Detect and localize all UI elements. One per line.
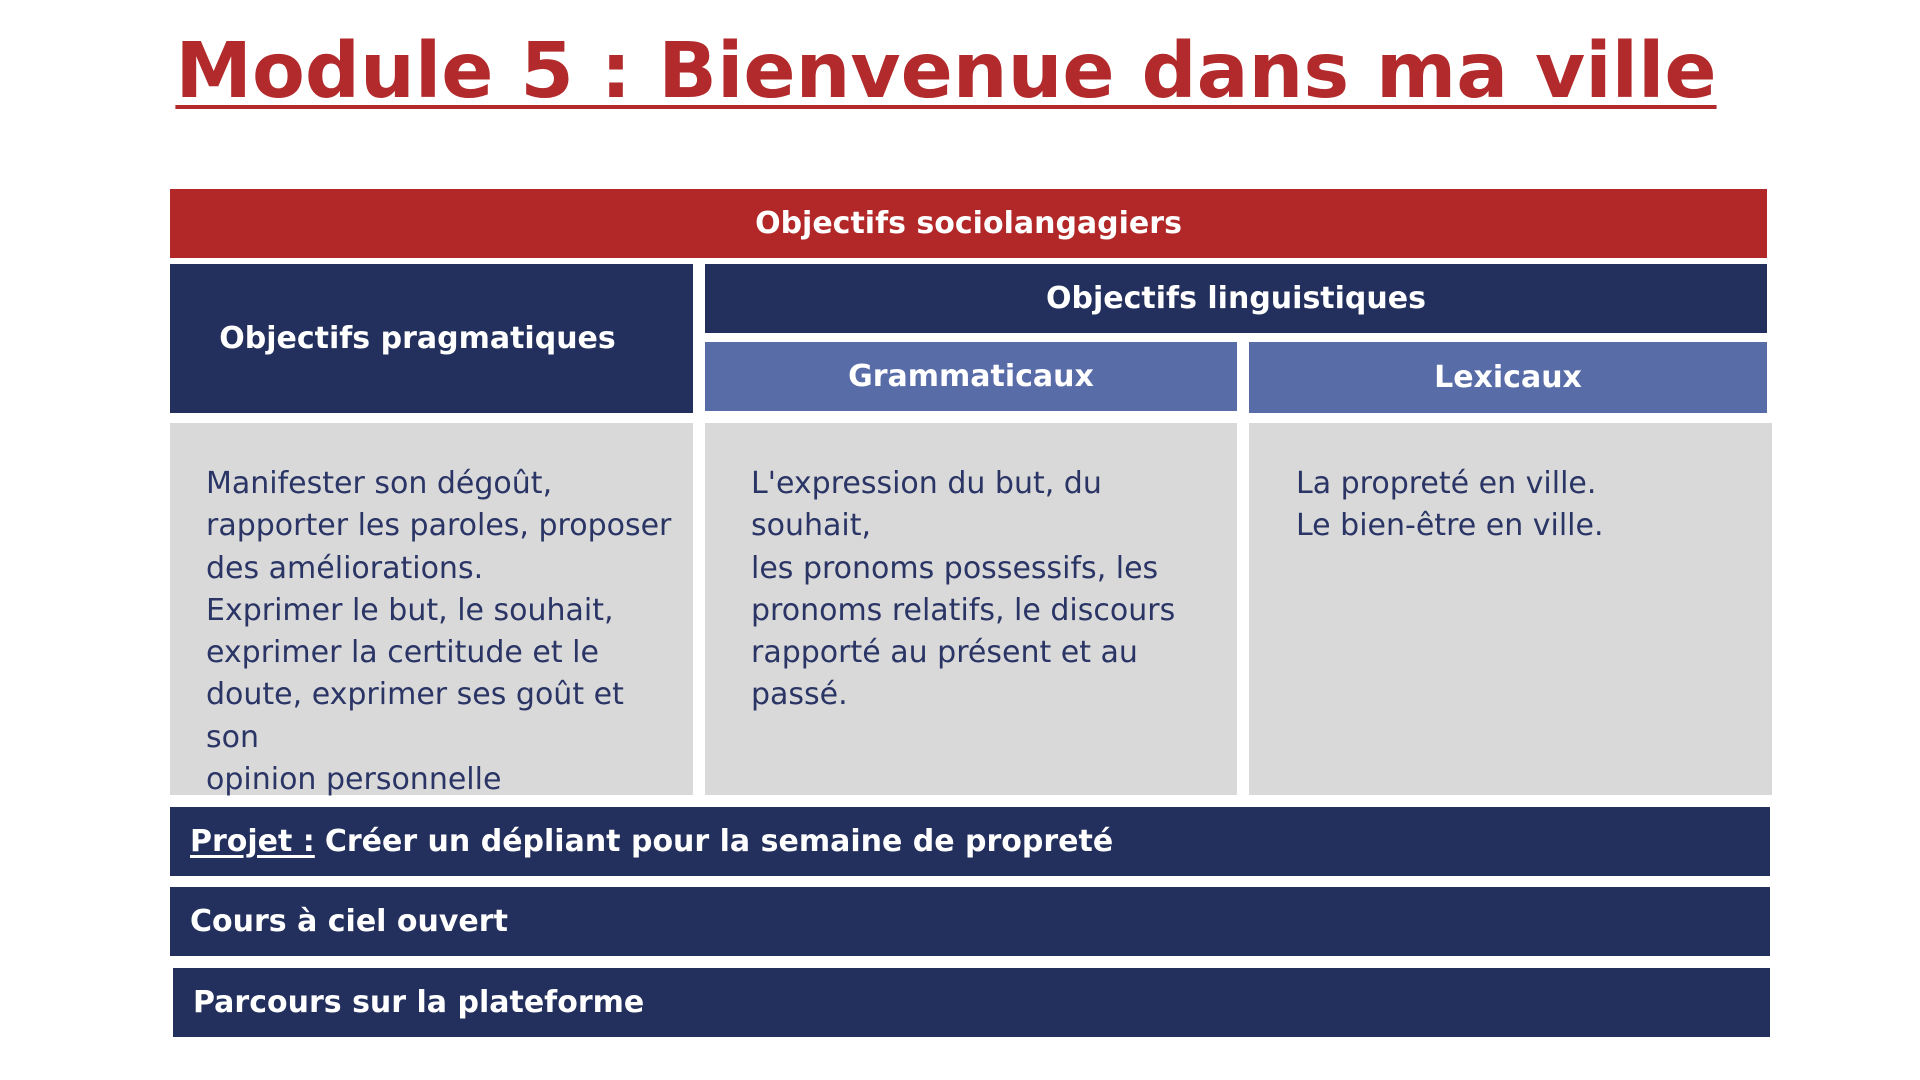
grammaticaux-content <box>705 423 1237 795</box>
linguistiques-header: Objectifs linguistiques <box>705 264 1767 333</box>
text-line: doute, exprimer ses goût et son <box>206 677 624 755</box>
text-line: exprimer la certitude et le <box>206 635 599 671</box>
text-line: rapporter les paroles, proposer <box>206 508 672 544</box>
parcours-bar <box>173 968 1770 1037</box>
sociolangagiers-header: Objectifs sociolangagiers <box>170 189 1767 258</box>
text-line: La propreté en ville. <box>1296 466 1597 501</box>
pragmatiques-content <box>170 423 693 798</box>
text-line: opinion personnelle <box>206 762 502 798</box>
text-line: Le bien-être en ville. <box>1296 508 1604 544</box>
projet-text: Créer un dépliant pour la semaine de propreté <box>324 824 1114 859</box>
projet-label: Projet : <box>190 824 315 859</box>
text-line: rapporté au présent et au <box>751 635 1138 671</box>
projet-bar <box>170 807 1770 876</box>
text-line: Exprimer le but, le souhait, <box>206 592 614 628</box>
grammaticaux-header: Grammaticaux <box>705 342 1237 411</box>
parcours-text: Parcours sur la plateforme <box>193 985 645 1020</box>
text-line: les pronoms possessifs, les <box>751 550 1159 586</box>
text-line: pronoms relatifs, le discours <box>751 592 1176 628</box>
page-title: Module 5 : Bienvenue dans ma ville <box>175 27 1717 116</box>
text-line: passé. <box>751 677 848 713</box>
pragmatiques-header: Objectifs pragmatiques <box>170 264 693 413</box>
text-line: des améliorations. <box>206 550 484 586</box>
cours-text: Cours à ciel ouvert <box>190 904 508 939</box>
text-line: Manifester son dégoût, <box>206 466 553 501</box>
lexicaux-header: Lexicaux <box>1249 342 1767 413</box>
text-line: L'expression du but, du souhait, <box>751 466 1102 544</box>
cours-bar <box>170 887 1770 956</box>
lexicaux-content <box>1249 423 1772 795</box>
